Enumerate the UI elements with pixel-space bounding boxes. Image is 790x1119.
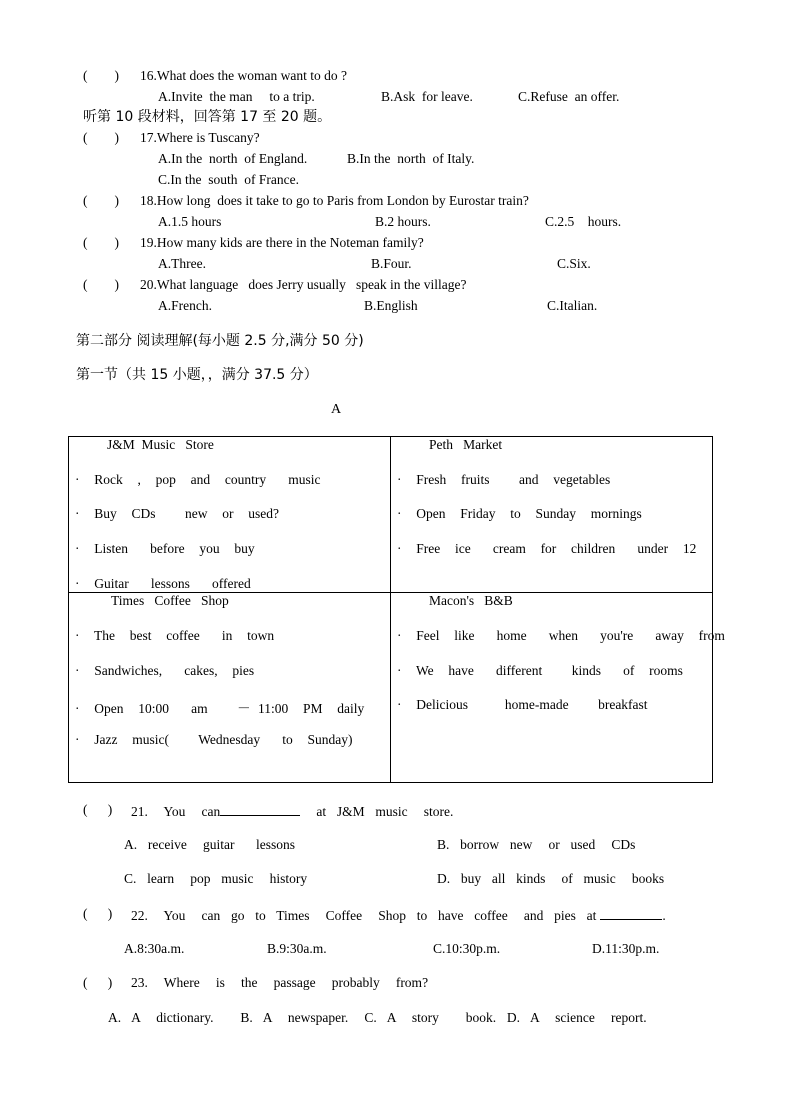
- ad-item: · Open 10:00 am － 11:00 PM daily: [75, 701, 365, 716]
- q16-option-b: B.Ask for leave.: [381, 89, 473, 104]
- q18-question: 18.How long does it take to go to Paris from London by Eurostar train?: [140, 193, 529, 208]
- ad-item: · Fresh fruits and vegetables: [397, 472, 611, 487]
- section-instruction: 听第 10 段材料，回答第 17 至 20 题。: [83, 109, 332, 125]
- q17-question: 17.Where is Tuscany?: [140, 130, 260, 145]
- q19-question: 19.How many kids are there in the Noteman family?: [140, 235, 424, 250]
- passage-label: A: [331, 402, 342, 417]
- q20-question: 20.What language does Jerry usually speak in the village?: [140, 277, 467, 292]
- q20-option-b: B.English: [364, 298, 418, 313]
- q20-option-c: C.Italian.: [547, 298, 598, 313]
- ad-title: Peth Market: [429, 437, 503, 452]
- q21-blank: [220, 801, 300, 816]
- ad-item: · Jazz music( Wednesday to Sunday): [75, 732, 353, 747]
- q17-option-c: C.In the south of France.: [158, 172, 299, 187]
- q18-paren: ( ): [83, 193, 119, 208]
- q22-option-a: A.8:30a.m.: [124, 941, 185, 956]
- ad-item: · Buy CDs new or used?: [75, 506, 279, 521]
- q19-option-a: A.Three.: [158, 256, 206, 271]
- q20-option-a: A.French.: [158, 298, 212, 313]
- q22-text-end: .: [662, 908, 666, 923]
- ad-jm-music-store: [69, 437, 391, 593]
- q23-options: A. A dictionary. B. A newspaper. C. A story book. D. A science report.: [108, 1010, 647, 1025]
- ad-item: · Listen before you buy: [75, 541, 255, 556]
- q17-option-b: B.In the north of Italy.: [347, 151, 475, 166]
- q17-option-a: A.In the north of England.: [158, 151, 308, 166]
- q18-option-b: B.2 hours.: [375, 214, 431, 229]
- q21-text-pre: 21. You can: [131, 804, 221, 819]
- q22-option-b: B.9:30a.m.: [267, 941, 327, 956]
- q16-option-a: A.Invite the man to a trip.: [158, 89, 315, 104]
- ad-item: · Free ice cream for children under 12: [397, 541, 697, 556]
- ad-item: · Delicious home-made breakfast: [397, 697, 648, 712]
- q22-question: [131, 905, 666, 925]
- ad-item: · Guitar lessons offered: [75, 576, 251, 591]
- ad-times-coffee-shop: [69, 593, 391, 783]
- q16-paren: ( ): [83, 68, 119, 83]
- ad-title: Macon's B&B: [429, 593, 513, 608]
- ad-item: · We have different kinds of rooms: [397, 663, 683, 678]
- q21-paren: ( ): [83, 802, 113, 817]
- section1-title: 第一节（共 15 小题，，满分 37.5 分）: [76, 367, 318, 383]
- q22-option-d: D.11:30p.m.: [592, 941, 660, 956]
- q19-option-b: B.Four.: [371, 256, 412, 271]
- q21-option-d: D. buy all kinds of music books: [437, 871, 665, 886]
- q22-paren: ( ): [83, 906, 113, 921]
- ad-peth-market: [391, 437, 713, 593]
- q22-option-c: C.10:30p.m.: [433, 941, 501, 956]
- q21-option-b: B. borrow new or used CDs: [437, 837, 636, 852]
- ad-item: · Rock , pop and country music: [75, 472, 321, 487]
- ad-item: · Open Friday to Sunday mornings: [397, 506, 642, 521]
- q22-blank: [600, 905, 662, 920]
- q17-paren: ( ): [83, 130, 119, 145]
- q21-option-a: A. receive guitar lessons: [124, 837, 295, 852]
- q18-option-a: A.1.5 hours: [158, 214, 222, 229]
- q21-question: [131, 801, 453, 821]
- q23-question: 23. Where is the passage probably from?: [131, 975, 429, 990]
- ad-item: · The best coffee in town: [75, 628, 275, 643]
- ad-item: · Sandwiches, cakes, pies: [75, 663, 255, 678]
- ad-title: Times Coffee Shop: [111, 593, 229, 608]
- q20-paren: ( ): [83, 277, 119, 292]
- q16-option-c: C.Refuse an offer.: [518, 89, 620, 104]
- q19-paren: ( ): [83, 235, 119, 250]
- q23-paren: ( ): [83, 975, 113, 990]
- ad-macons-bnb: [391, 593, 725, 783]
- q16-question: 16.What does the woman want to do ?: [140, 68, 347, 83]
- q21-option-c: C. learn pop music history: [124, 871, 308, 886]
- q18-option-c: C.2.5 hours.: [545, 214, 622, 229]
- q21-text-post: at J&M music store.: [300, 804, 454, 819]
- q22-text: 22. You can go to Times Coffee Shop to have coffee and pies at: [131, 908, 597, 923]
- ad-title: J&M Music Store: [107, 437, 214, 452]
- part2-title: 第二部分 阅读理解(每小题 2.5 分,满分 50 分): [76, 333, 364, 349]
- ad-item: · Feel like home when you're away from: [397, 628, 725, 643]
- q19-option-c: C.Six.: [557, 256, 591, 271]
- ads-table: [68, 436, 725, 783]
